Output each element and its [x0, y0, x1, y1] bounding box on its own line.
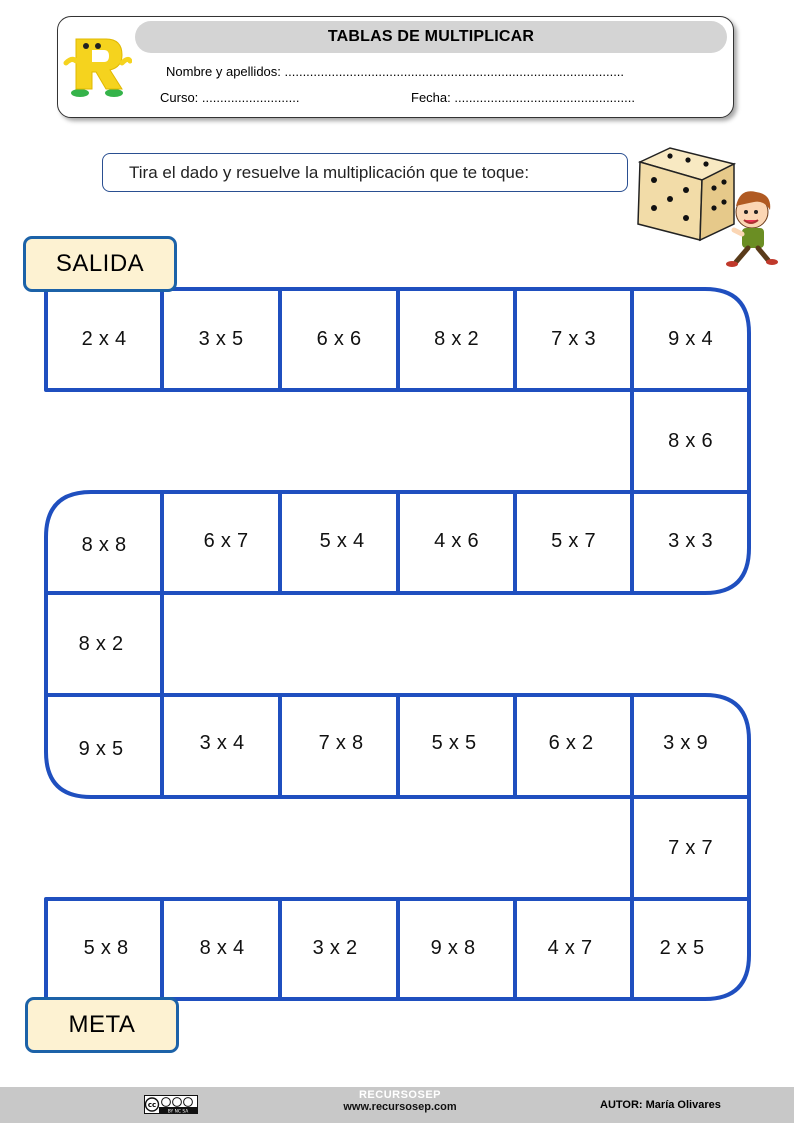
- date-dots: ..................................................: [454, 90, 635, 105]
- date-label: Fecha:: [411, 90, 451, 105]
- author-credit: [600, 1099, 721, 1111]
- board-cell-25: 3 x 2: [312, 936, 358, 959]
- board-cell-14: 8 x 2: [78, 632, 124, 655]
- board-cell-15: 9 x 5: [78, 738, 124, 760]
- name-dots: ..............................................................................................: [284, 64, 625, 79]
- board-cell-27: 5 x 8: [83, 936, 129, 959]
- worksheet-title: TABLAS DE MULTIPLICAR: [135, 21, 727, 53]
- board-cell-4: 8 x 2: [434, 328, 479, 350]
- board-cell-7: 8 x 6: [668, 429, 713, 452]
- board-cell-2: 3 x 5: [198, 328, 244, 350]
- board-cell-19: 6 x 2: [548, 731, 594, 754]
- board-cell-18: 5 x 5: [431, 731, 477, 754]
- board-cell-12: 6 x 7: [203, 529, 249, 552]
- course-label: Curso:: [160, 90, 199, 105]
- board-cell-20: 3 x 9: [663, 731, 708, 754]
- board-cell-23: 4 x 7: [547, 936, 593, 959]
- board-cell-10: 4 x 6: [434, 529, 479, 552]
- license-text: BY NC SA: [167, 1109, 189, 1114]
- board-cell-1: 2 x 4: [81, 328, 127, 350]
- board-cell-3: 6 x 6: [316, 328, 362, 350]
- board-cell-21: 7 x 7: [668, 836, 713, 859]
- board-cell-24: 9 x 8: [430, 936, 476, 959]
- board-cell-17: 7 x 8: [318, 731, 364, 754]
- board-cell-22: 2 x 5: [659, 936, 705, 959]
- creative-commons-license-icon: [144, 1095, 198, 1114]
- board-cell-26: 8 x 4: [199, 936, 245, 959]
- start-label: SALIDA: [23, 236, 177, 292]
- brand-url-link[interactable]: www.recursosep.com: [343, 1101, 457, 1113]
- end-label: META: [25, 997, 179, 1053]
- board-cell-16: 3 x 4: [199, 731, 245, 754]
- board-cell-13: 8 x 8: [81, 534, 127, 556]
- board-cell-11: 5 x 4: [319, 529, 365, 552]
- board-cell-8: 3 x 3: [668, 529, 713, 552]
- instruction-text: Tira el dado y resuelve la multiplicación que te toque:: [129, 162, 530, 182]
- board-cell-6: 9 x 4: [668, 328, 713, 350]
- author-name: María Olivares: [645, 1099, 721, 1111]
- brand-name: RECURSOSEP: [358, 1089, 442, 1101]
- author-label: AUTOR:: [600, 1099, 643, 1111]
- board-cell-5: 7 x 3: [551, 328, 596, 350]
- board-cell-9: 5 x 7: [551, 529, 596, 552]
- brand-block: [300, 1089, 500, 1113]
- course-dots: ...........................: [201, 90, 300, 105]
- name-label: Nombre y apellidos:: [166, 64, 281, 79]
- svg-text:cc: cc: [147, 1101, 157, 1109]
